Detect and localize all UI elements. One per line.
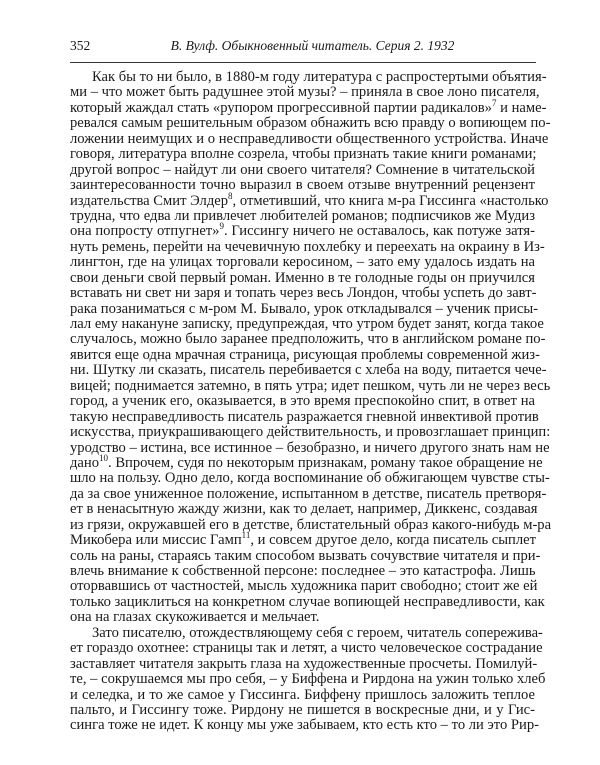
line-text: город, а ученик его, оказывается, в это время преспокойно спит, в ответ на	[70, 393, 535, 410]
line-text: только зациклиться на конкретном случае вопиющей несправедливости, как	[70, 593, 545, 610]
text-line	[70, 316, 544, 332]
line-text: она на глазах скукоживается и мельчает.	[70, 609, 320, 626]
text-line	[70, 470, 550, 487]
line-text: и наме-	[496, 99, 547, 116]
text-line	[70, 516, 552, 533]
footnote-marker[interactable]: 8	[228, 190, 233, 201]
running-header	[70, 38, 535, 56]
text-line	[70, 286, 535, 301]
text-line	[70, 593, 545, 610]
line-text: который жаждал стать «рупором прогрессивной партии радикалов»	[70, 99, 492, 116]
line-text: другой вопрос – найдут ли они своего читателя? Сомнение в читательской	[70, 161, 535, 178]
line-text: издательства Смит Элдер	[70, 192, 229, 209]
text-line	[70, 130, 549, 147]
line-text: оторвавшись от частностей, мысль художника парит свободно; стоит же ей	[70, 578, 538, 595]
text-line	[70, 163, 535, 178]
line-text: рака позаниматься с м-ром М. Бывало, урок откладывался – ученик присы-	[70, 300, 538, 317]
paragraph	[70, 624, 546, 734]
text-line	[70, 547, 541, 564]
line-text: ми – что может быть радушнее этой музы? – приняла в свое лоно писателя,	[70, 84, 540, 101]
line-text: явится еще одна мрачная страница, рисующая проблемы современной жиз-	[70, 346, 540, 363]
footnote-marker[interactable]: 9	[219, 221, 224, 232]
text-line	[70, 655, 538, 672]
text-line	[70, 362, 547, 379]
text-line	[70, 688, 535, 703]
line-text: трудна, что едва ли привлечет любителей романов; подписчиков же Мудиз	[70, 207, 535, 224]
text-line	[70, 530, 537, 549]
line-text: , и совсем другое дело, когда писатель сыплет	[250, 532, 537, 549]
line-text: шло на пользу. Одно дело, когда воспоминание об обжигающем чувстве сты-	[70, 470, 550, 487]
line-text: искусства, приукрашивающего действительность, и провозглашает принцип:	[70, 424, 551, 441]
text-line	[70, 439, 550, 456]
text-line	[70, 564, 535, 579]
text-line	[70, 501, 538, 518]
text-line	[70, 671, 546, 688]
text-line	[70, 69, 547, 85]
footnote-marker[interactable]: 7	[491, 97, 497, 108]
line-text: дано	[70, 454, 100, 471]
text-line	[70, 578, 538, 595]
line-text: влечь внимание к собственной персоне: последнее – это катастрофа. Лишь	[70, 563, 536, 579]
text-line	[70, 331, 546, 348]
footnote-marker[interactable]: 11	[241, 530, 251, 541]
running-title: В. Вулф. Обыкновенный читатель. Серия 2. 1932	[170, 38, 455, 53]
line-text: ет в ненасытную жажду жизни, как то делает, например, Диккенс, создавая	[70, 501, 538, 518]
text-line	[70, 190, 549, 209]
text-line	[70, 97, 547, 116]
footnote-marker[interactable]: 10	[99, 452, 109, 463]
line-text: заинтересованности точно выразил в своем отзыве внутренний рецензент	[70, 177, 535, 194]
text-line	[70, 221, 535, 240]
line-text: ни. Шутку ли сказать, писатель перебивается с хлеба на воду, питается чече-	[70, 362, 547, 379]
text-line	[70, 115, 551, 132]
text-line	[70, 84, 540, 101]
line-text: ревался самым решительным образом обнажить всю правду о вопиющем по-	[70, 115, 551, 132]
text-line	[70, 424, 551, 441]
text-line	[70, 377, 551, 394]
paragraph	[70, 69, 552, 626]
line-text: свои деньги свой первый роман. Именно в те голодные годы он приучился	[70, 269, 535, 286]
text-line	[70, 271, 535, 286]
line-text: вставать ни свет ни заря и топать через весь Лондон, чтобы успеть до завт-	[70, 285, 537, 302]
line-text: из грязи, окружавшей его в детстве, блистательный образ какого-нибудь м-ра	[70, 516, 552, 533]
text-line	[70, 624, 543, 641]
line-text: уродство – истина, все истинное – безобразно, и ничего другого знать нам не	[70, 439, 550, 456]
text-line	[70, 300, 538, 317]
line-text: нуть ремень, перейти на чечевичную похлебку и переехать на окраину в Из-	[70, 238, 545, 255]
text-line	[70, 346, 540, 363]
line-text: вицей; поднимается затемно, в пять утра; идет пешком, чуть ли не через весь	[70, 377, 551, 394]
line-text: соль на раны, стараясь таким способом вызвать сочувствие читателя и при-	[70, 547, 541, 564]
text-line	[70, 485, 547, 502]
text-line	[70, 394, 535, 409]
line-text: такую несправедливость писатель разражается гневной инвективой против	[70, 408, 539, 425]
line-text: . Впрочем, судя по некоторым признакам, роману такое обращение не	[108, 454, 543, 471]
line-text: пальто, и Гиссингу тоже. Рирдону не пишется в воскресные дни, и у Гис-	[70, 701, 535, 718]
line-text: , отметивший, что книга м-ра Гиссинга «настолько	[232, 192, 549, 209]
line-text: лингтон, где на улицах торговали керосином, – зато ему удалось издать на	[70, 254, 535, 271]
line-text: лал ему накануне записку, предупреждая, что утром будет занят, когда такое	[70, 316, 544, 332]
line-text: да за свое униженное положение, испытанном в детстве, писатель претворя-	[70, 485, 547, 502]
line-text: Микобера или миссис Гамп	[70, 532, 242, 549]
page-number: 352	[70, 38, 91, 53]
text-line	[70, 178, 535, 193]
page-body	[70, 69, 552, 734]
line-text: Как бы то ни было, в 1880-м году литература с распростертыми объятия-	[92, 69, 547, 85]
line-text: и селедка, и то же самое у Гиссинга. Биффену пришлось заложить теплое	[70, 686, 535, 703]
line-text: ложении неимущих и о несправедливости общественного устройства. Иначе	[70, 130, 549, 147]
text-line	[70, 610, 535, 625]
text-line	[70, 147, 535, 162]
line-text: . Гиссингу ничего не оставалось, как потуже затя-	[223, 223, 535, 240]
line-text: те, – сокрушаемся мы про себя, – у Биффена и Рирдона на ужин только хлеб	[70, 671, 546, 688]
header-rule	[70, 62, 536, 63]
text-line	[70, 238, 545, 255]
text-line	[70, 717, 539, 734]
line-text: Зато писателю, отождествляющему себя с героем, читатель сопережива-	[92, 624, 543, 641]
text-line	[70, 640, 543, 657]
text-line	[70, 255, 535, 270]
line-text: случалось, можно было заранее предположить, что в английском романе по-	[70, 331, 546, 348]
line-text: ет гораздо охотнее: страницы так и летят, а чисто человеческое сострадание	[70, 640, 543, 657]
line-text: она попросту отпугнет»	[70, 223, 220, 240]
line-text: синга тоже не идет. К концу мы уже забываем, кто есть кто – то ли это Рир-	[70, 717, 539, 734]
line-text: заставляет читателя закрыть глаза на художественные просчеты. Помилуй-	[70, 655, 538, 672]
text-line	[70, 452, 543, 471]
text-line	[70, 703, 535, 718]
text-line	[70, 408, 539, 425]
line-text: говоря, литература вполне созрела, чтобы признать такие книги романами;	[70, 146, 537, 163]
